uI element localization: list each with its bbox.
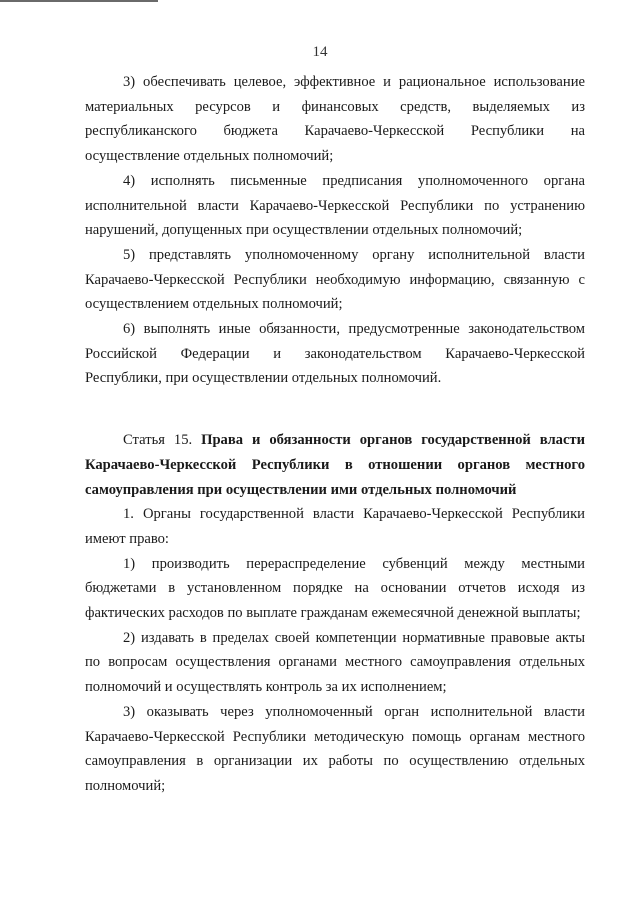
article-subitem-1: 1) производить перераспределение субвенций между местными бюджетами в установленном порядке на основании отчетов исходя из фактических расходов по выплате гражданам ежемесячной денежной выплаты;: [85, 555, 585, 622]
article-title: Права и обязанности органов государственной власти Карачаево-Черкесской Республики в отношении органов местного самоуправления при осуществлении ими отдельных полномочий: [85, 432, 585, 498]
paragraph-item-5: 5) представлять уполномоченному органу исполнительной власти Карачаево-Черкесской Республики необходимую информацию, связанную с осуществлением отдельных полномочий;: [85, 246, 585, 313]
article-subitem-3: 3) оказывать через уполномоченный орган исполнительной власти Карачаево-Черкесской Республики методическую помощь органам местного самоуправления в организации их работы по осуществлению отдельных полномочий;: [85, 703, 585, 794]
page-number: 14: [312, 44, 328, 60]
document-body: [85, 70, 585, 799]
article-subitem-2: 2) издавать в пределах своей компетенции нормативные правовые акты по вопросам осуществления органами местного самоуправления отдельных полномочий и осуществлять контроль за их исполнением;: [85, 629, 585, 696]
article-heading: [85, 428, 585, 502]
article-prefix: Статья 15.: [123, 432, 202, 449]
paragraph-item-6: 6) выполнять иные обязанности, предусмотренные законодательством Российской Федерации и законодательством Карачаево-Черкесской Республики, при осуществлении отдельных полномочий.: [85, 321, 585, 387]
paragraph-item-3: 3) обеспечивать целевое, эффективное и рациональное использование материальных ресурсов и финансовых средств, выделяемых из республиканского бюджета Карачаево-Черкесской Республики на осуществление отдельных полномочий;: [85, 74, 585, 165]
paragraph-item-4: 4) исполнять письменные предписания уполномоченного органа исполнительной власти Карачаево-Черкесской Республики по устранению нарушений, допущенных при осуществлении отдельных полномочий;: [85, 172, 585, 239]
scan-artifact-line: [0, 0, 158, 2]
article-paragraph-1: 1. Органы государственной власти Карачаево-Черкесской Республики имеют право:: [85, 506, 585, 547]
